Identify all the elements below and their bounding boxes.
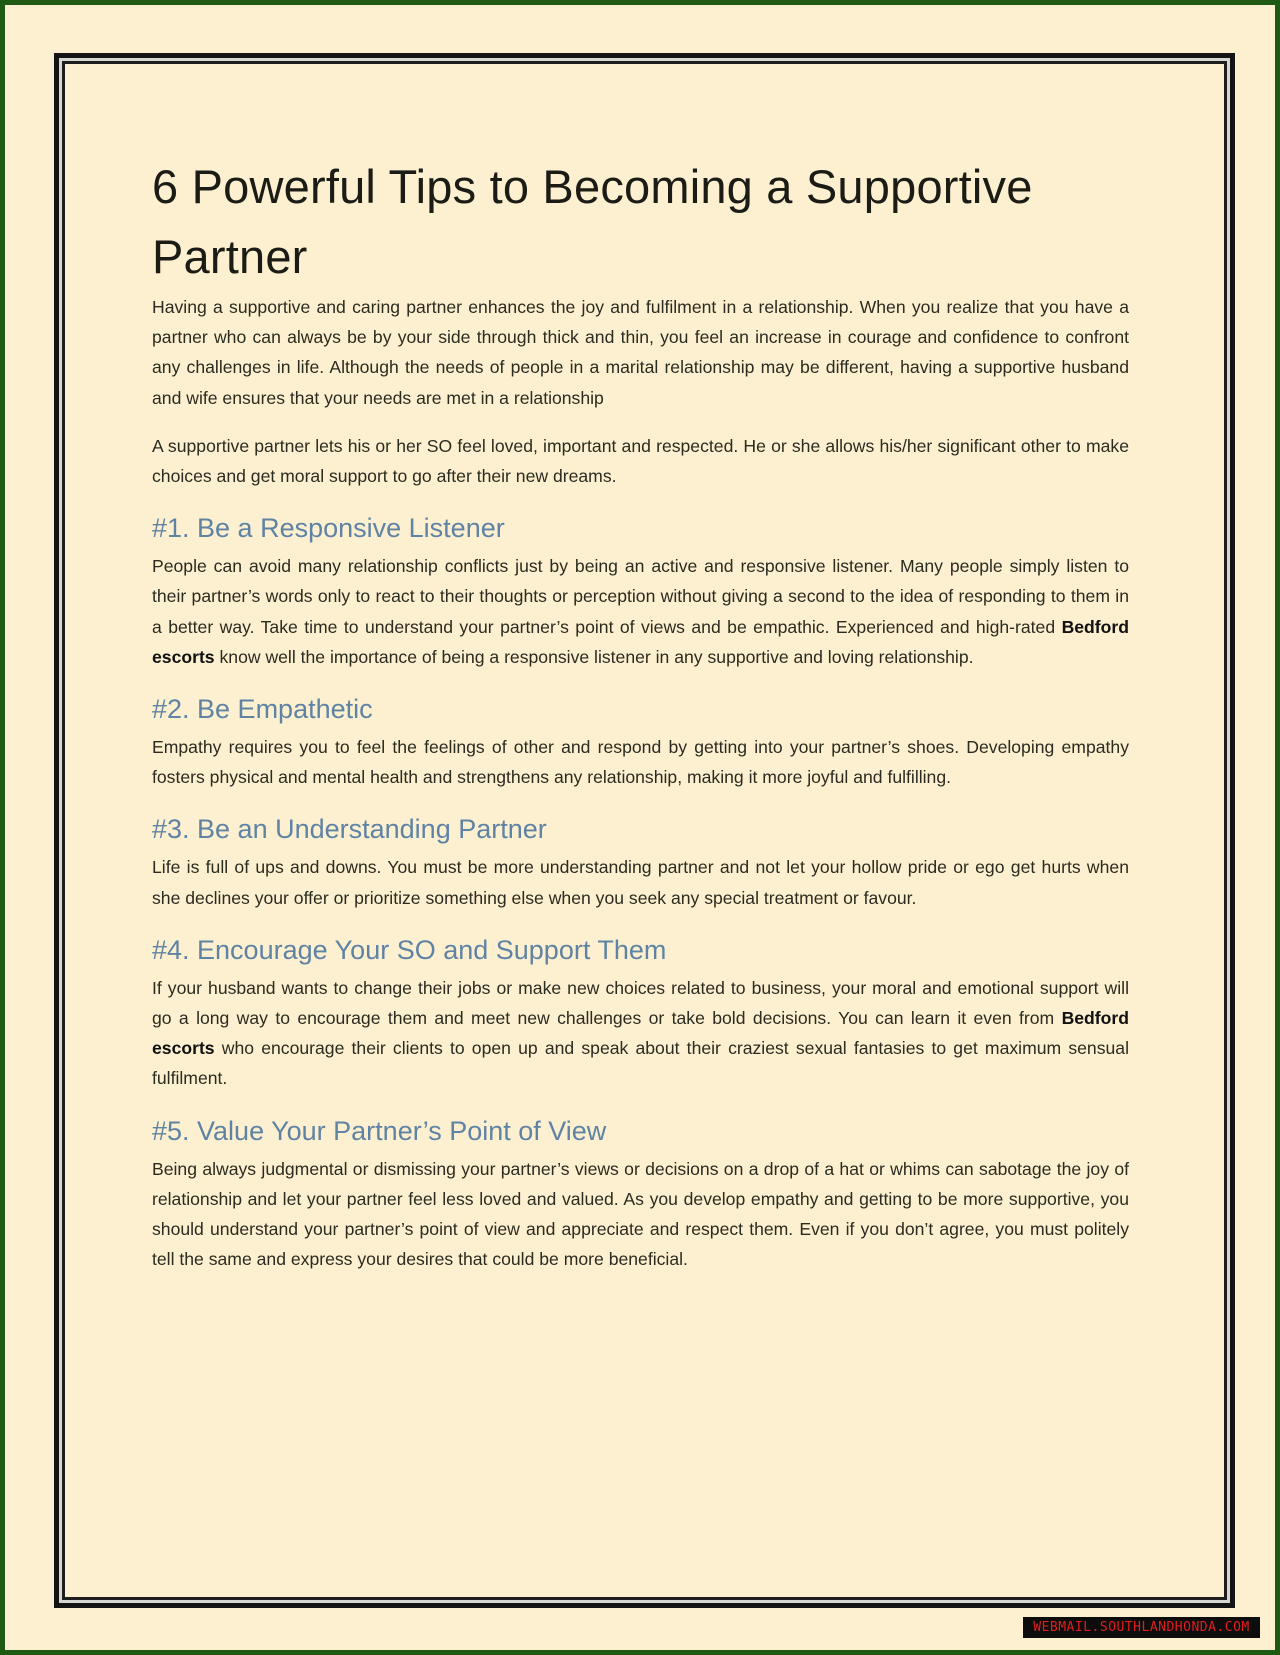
body-text: If your husband wants to change their jobs or make new choices related to business, your moral and emotional support will go a long way to encourage them and meet new challenges or take bold decisions. You can learn it even from bbox=[152, 977, 1129, 1029]
section-tip-2 bbox=[152, 692, 1129, 792]
intro-paragraph: Having a supportive and caring partner enhances the joy and fulfilment in a relationship. When you realize that you have a partner who can always be by your side through thick and thin, you feel an increase in courage and confidence to confront any challenges in life. Although the needs of people in a marital relationship may be different, having a supportive husband and wife ensures that your needs are met in a relationship bbox=[152, 297, 1129, 408]
bold-keyword: Bedford escorts bbox=[152, 616, 1129, 667]
body-text: know well the importance of being a responsive listener in any supportive and loving relationship. bbox=[214, 646, 974, 667]
section-body bbox=[152, 551, 1129, 672]
document-title: 6 Powerful Tips to Becoming a Supportive Partner bbox=[152, 160, 1033, 283]
section-tip-1 bbox=[152, 511, 1129, 672]
intro-paragraph: A supportive partner lets his or her SO feel loved, important and respected. He or she allows his/her significant other to make choices and get moral support to go after their new dreams. bbox=[152, 435, 1129, 487]
section-heading: #2. Be Empathetic bbox=[152, 694, 373, 725]
body-text: People can avoid many relationship conflicts just by being an active and responsive listener. Many people simply listen to their partner’s words only to react to their thoughts or perception without giving a second to the idea of responding to them in a better way. Take time to understand your partner’s point of views and be empathic. Experienced and high-rated bbox=[152, 556, 1129, 637]
section-body bbox=[152, 732, 1129, 792]
bold-keyword: Bedford escorts bbox=[152, 1008, 1129, 1059]
body-text: who encourage their clients to open up and speak about their craziest sexual fantasies to get maximum sensual fulfilment. bbox=[152, 1038, 1129, 1089]
section-tip-3 bbox=[152, 812, 1129, 912]
body-text: Empathy requires you to feel the feelings of other and respond by getting into your partner’s shoes. Developing empathy fosters physical and mental health and strengthens any relationship, making it more joyful and fulfilling. bbox=[152, 737, 1129, 788]
section-body bbox=[152, 852, 1129, 912]
document-content bbox=[152, 152, 1129, 1292]
section-heading: #1. Be a Responsive Listener bbox=[152, 513, 505, 544]
body-text: Being always judgmental or dismissing your partner’s views or decisions on a drop of a hat or whims can sabotage the joy of relationship and let your partner feel less loved and valued. As you develop empathy and getting to be more supportive, you should understand your partner’s point of view and appreciate and respect them. Even if you don’t agree, you must politely tell the same and express your desires that could be more beneficial. bbox=[152, 1158, 1129, 1270]
section-body bbox=[152, 1154, 1129, 1275]
section-heading: #5. Value Your Partner’s Point of View bbox=[152, 1115, 607, 1146]
body-text: Life is full of ups and downs. You must be more understanding partner and not let your hollow pride or ego get hurts when she declines your offer or prioritize something else when you seek any special treatment or favour. bbox=[152, 857, 1129, 908]
section-body bbox=[152, 973, 1129, 1094]
watermark-label: WEBMAIL.SOUTHLANDHONDA.COM bbox=[1023, 1617, 1260, 1638]
section-heading: #4. Encourage Your SO and Support Them bbox=[152, 934, 667, 965]
section-heading: #3. Be an Understanding Partner bbox=[152, 814, 547, 845]
section-tip-5 bbox=[152, 1114, 1129, 1275]
section-tip-4 bbox=[152, 933, 1129, 1094]
